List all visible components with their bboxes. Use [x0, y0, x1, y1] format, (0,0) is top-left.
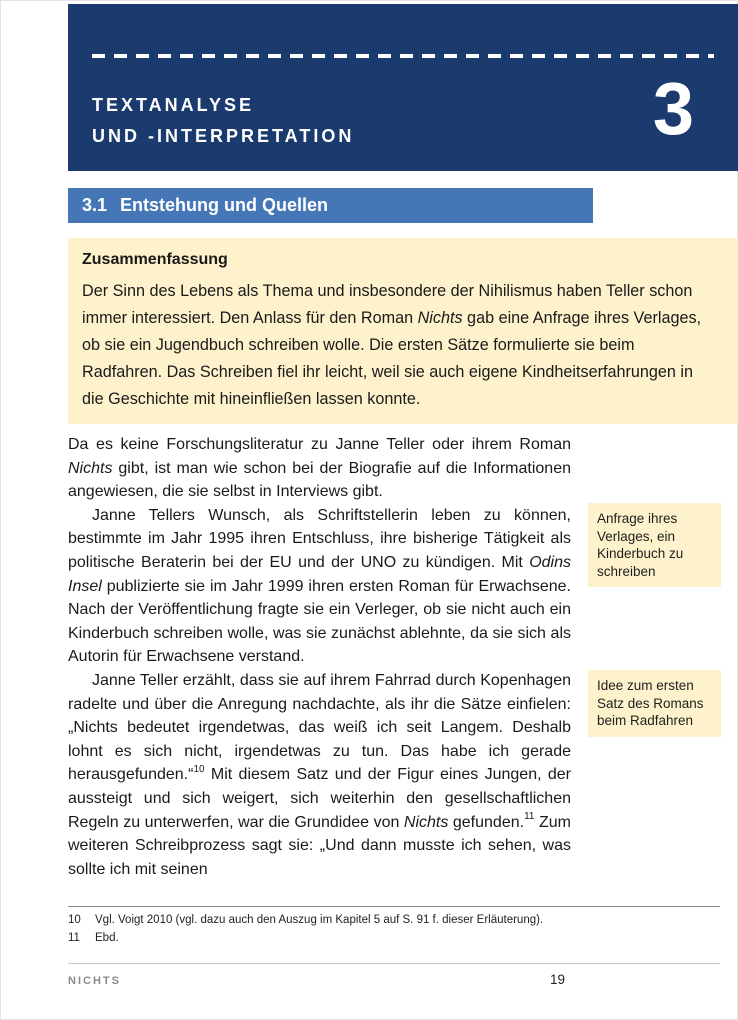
- chapter-number: 3: [652, 67, 694, 150]
- paragraph: Janne Tellers Wunsch, als Schriftstellerin leben zu können, bestimmte im Jahr 1995 ihren Entschluss, ihre bisherige Tätigkeit als politische Beraterin bei der EU und der UNO zu kündigen. Mit Odins Insel publizierte sie im Jahr 1999 ihren ersten Roman für Erwachsene. Nach der Veröffentlichung fragte sie ein Verleger, ob sie nicht auch ein Kinderbuch schreiben wolle, was sie zunächst ablehnte, da sie sich als Autorin für Erwachsene verstand.: [68, 506, 571, 666]
- paragraph: Da es keine Forschungsliteratur zu Janne Teller oder ihrem Roman Nichts gibt, ist man wie schon bei der Biografie auf die Informationen angewiesen, die sie selbst in Interviews gibt.: [68, 436, 571, 501]
- summary-text: Der Sinn des Lebens als Thema und insbesondere der Nihilismus haben Teller schon immer interessiert. Den Anlass für den Roman Nichts gab eine Anfrage ihres Verlages, ob sie ein Jugendbuch schreiben wolle. Die ersten Sätze formulierte sie beim Radfahren. Das Schreiben fiel ihr leicht, weil sie auch eigene Kindheitserfahrungen in die Geschichte mit hineinfließen lassen konnte.: [82, 282, 702, 408]
- footnote-text: Vgl. Voigt 2010 (vgl. dazu auch den Auszug im Kapitel 5 auf S. 91 f. dieser Erläuterung).: [95, 914, 544, 926]
- margin-note: Idee zum ersten Satz des Romans beim Radfahren: [588, 670, 721, 737]
- footnote: [68, 930, 720, 948]
- footnotes: [68, 912, 720, 947]
- summary-box: [68, 238, 738, 424]
- page-number: 19: [549, 972, 565, 987]
- footer-divider: [68, 963, 720, 964]
- body-text: [68, 433, 571, 881]
- running-title: NICHTS: [68, 975, 121, 987]
- footnote: [68, 912, 720, 930]
- margin-note: Anfrage ihres Verlages, ein Kinderbuch zu schreiben: [588, 503, 721, 587]
- chapter-title-line2: UND -INTERPRETATION: [92, 126, 355, 146]
- section-number: 3.1: [82, 195, 108, 215]
- section-heading-bar: [68, 188, 593, 223]
- dashed-divider: [92, 54, 714, 58]
- chapter-header: [68, 4, 738, 171]
- footnote-divider: [68, 906, 720, 907]
- page-footer: [68, 972, 565, 987]
- chapter-title-line1: TEXTANALYSE: [92, 95, 255, 115]
- footnote-number: 10: [68, 914, 81, 926]
- paragraph: Janne Teller erzählt, dass sie auf ihrem Fahrrad durch Kopenhagen radelte und über die Anregung nachdachte, als ihr die Sätze einfielen: „Nichts bedeutet irgendetwas, das weiß ich seit Langem. Deshalb lohnt es sich nicht, irgendetwas zu tun. Das habe ich gerade herausgefunden.“$^{10}$ Mit diesem Satz und der Figur eines Jungen, der aussteigt und sich weigert, sich weiterhin den gesellschaftlichen Regeln zu unterwerfen, war die Grundidee von Nichts gefunden.$^{11}$ Zum weiteren Schreibprozess sagt sie: „Und dann musste ich sehen, was sollte ich mit seinen: [68, 671, 571, 878]
- summary-title: Zusammenfassung: [82, 251, 228, 268]
- chapter-title: [92, 90, 354, 152]
- footnote-number: 11: [68, 931, 80, 944]
- section-title: Entstehung und Quellen: [120, 195, 329, 215]
- footnote-text: Ebd.: [95, 931, 119, 944]
